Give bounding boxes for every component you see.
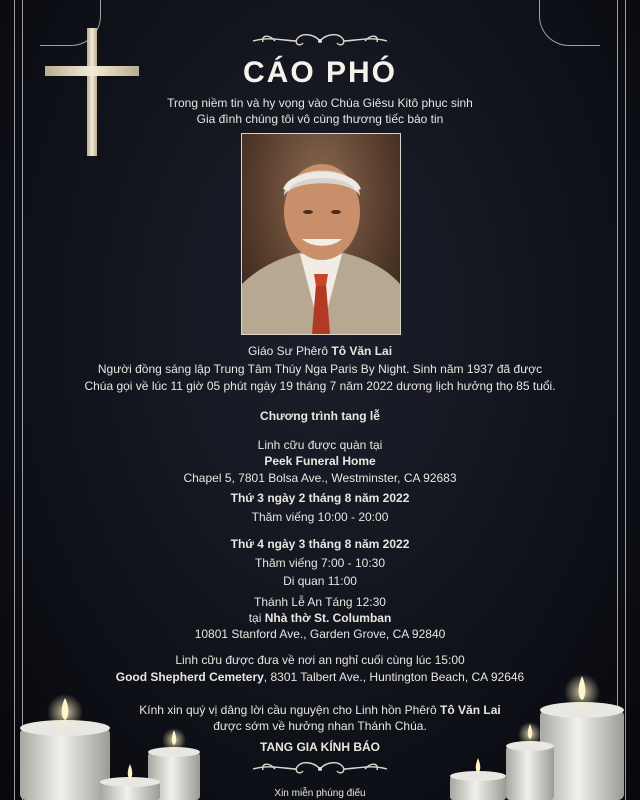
intro-line-1: Trong niềm tin và hy vọng vào Chúa Giêsu Kitô phục sinh xyxy=(167,96,473,110)
cross-icon xyxy=(45,28,139,156)
church-address: 10801 Stanford Ave., Garden Grove, CA 92840 xyxy=(194,627,446,641)
viewing-intro: Linh cữu được quàn tại xyxy=(257,438,383,452)
funeral-home-address: Chapel 5, 7801 Bolsa Ave., Westminster, CA 92683 xyxy=(183,471,457,485)
church-line xyxy=(0,610,640,627)
intro-line-2: Gia đình chúng tôi vô cùng thương tiếc báo tin xyxy=(196,112,444,126)
ornament-bottom xyxy=(245,758,395,780)
candles-left xyxy=(0,690,210,800)
day1-visit: Thăm viếng 10:00 - 20:00 xyxy=(251,510,389,524)
church-name: Nhà thờ St. Columban xyxy=(264,611,392,625)
program-heading: Chương trình tang lễ xyxy=(260,409,380,423)
signature: TANG GIA KÍNH BÁO xyxy=(260,740,380,754)
burial-intro: Linh cữu được đưa về nơi an nghỉ cuối cùng lúc 15:00 xyxy=(175,653,465,667)
intro-text xyxy=(0,95,640,127)
candle-icon xyxy=(450,758,506,800)
prayer-line-2: được sớm về hưởng nhan Thánh Chúa. xyxy=(213,719,427,733)
funeral-mass: Thánh Lễ An Táng 12:30 xyxy=(254,595,386,609)
portrait-photo xyxy=(241,133,401,335)
ornament-top xyxy=(245,30,395,52)
day2-visit: Thăm viếng 7:00 - 10:30 xyxy=(254,556,386,570)
funeral-home-name: Peek Funeral Home xyxy=(264,454,376,468)
bio-line-2: Chúa gọi về lúc 11 giờ 05 phút ngày 19 tháng 7 năm 2022 dương lịch hưởng thọ 85 tuổi. xyxy=(84,379,556,393)
page-title: CÁO PHÓ xyxy=(242,56,397,89)
deceased-name: Tô Văn Lai xyxy=(331,344,393,358)
day1-date: Thứ 3 ngày 2 tháng 8 năm 2022 xyxy=(230,491,410,505)
prayer-name: Tô Văn Lai xyxy=(440,703,501,717)
cemetery-address: , 8301 Talbert Ave., Huntington Beach, CA 92646 xyxy=(263,670,525,684)
portrait-illustration xyxy=(242,134,400,334)
deceased-prefix: Giáo Sư Phêrô xyxy=(247,344,329,358)
bio-line-1: Người đồng sáng lập Trung Tâm Thúy Nga Paris By Night. Sinh năm 1937 đã được xyxy=(97,362,543,376)
frame-corner-right xyxy=(539,0,600,46)
candle-icon xyxy=(20,694,110,800)
church-prefix: tại xyxy=(248,611,262,625)
cemetery-name: Good Shepherd Cemetery xyxy=(115,670,264,684)
day2-procession: Di quan 11:00 xyxy=(283,574,357,588)
day2-date: Thứ 4 ngày 3 tháng 8 năm 2022 xyxy=(230,537,410,551)
deceased-bio xyxy=(0,361,640,395)
prayer-prefix: Kính xin quý vị dâng lời cầu nguyện cho Linh hồn Phêrô xyxy=(139,703,437,717)
candles-right xyxy=(430,672,640,800)
footer-note: Xin miễn phúng điếu xyxy=(274,788,366,799)
deceased-name-line xyxy=(0,343,640,360)
